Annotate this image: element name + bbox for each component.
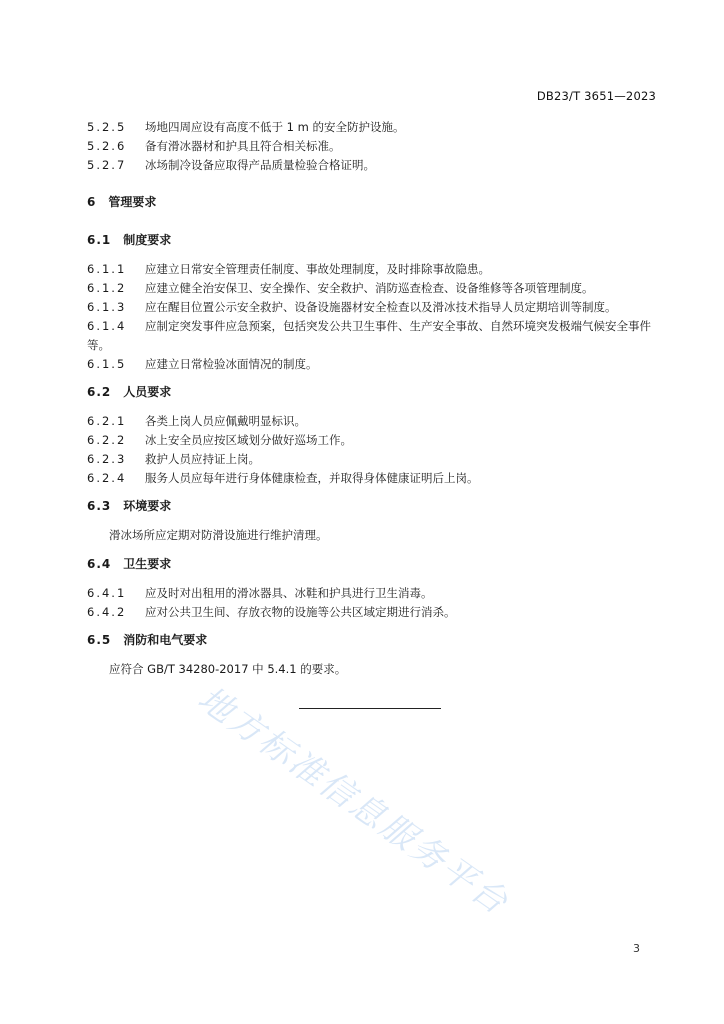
section-6-1-items: [87, 260, 663, 374]
clause-item: 6.2.4 服务人员应每年进行身体健康检查，并取得身体健康证明后上岗。: [87, 471, 479, 485]
clause-item: 6.1.4 应制定突发事件应急预案，包括突发公共卫生事件、生产安全事故、自然环境突发极端气候安全事件等。: [87, 319, 651, 352]
section-6-5-body: [87, 660, 663, 679]
end-divider-line: [299, 708, 441, 709]
paragraph: 应符合 GB/T 34280-2017 中 5.4.1 的要求。: [109, 662, 347, 676]
clause-item: 5.2.5 场地四周应设有高度不低于 1 m 的安全防护设施。: [87, 120, 405, 134]
clause-item: 6.2.2 冰上安全员应按区域划分做好巡场工作。: [87, 433, 352, 447]
section-6-2-items: [87, 412, 663, 488]
clause-item: 6.4.1 应及时对出租用的滑冰器具、冰鞋和护具进行卫生消毒。: [87, 586, 433, 600]
section-6-4-heading: 6.4 卫生要求: [87, 557, 172, 571]
page-number: 3: [633, 942, 640, 955]
paragraph: 滑冰场所应定期对防滑设施进行维护清理。: [109, 528, 328, 542]
clause-item: 6.2.3 救护人员应持证上岗。: [87, 452, 260, 466]
section-6-heading: 6 管理要求: [87, 195, 157, 209]
section-6-4-items: [87, 584, 663, 622]
section-6-3-body: [87, 526, 663, 545]
watermark-text: 地方标准信息服务平台: [190, 678, 517, 924]
clause-item: 6.1.1 应建立日常安全管理责任制度、事故处理制度，及时排除事故隐患。: [87, 262, 490, 276]
section-6-5-heading: 6.5 消防和电气要求: [87, 633, 208, 647]
document-code-header: DB23/T 3651—2023: [536, 89, 656, 103]
clause-item: 6.4.2 应对公共卫生间、存放衣物的设施等公共区域定期进行消杀。: [87, 605, 456, 619]
section-6-1-heading: 6.1 制度要求: [87, 233, 172, 247]
clause-item: 6.1.3 应在醒目位置公示安全救护、设备设施器材安全检查以及滑冰技术指导人员定期培训等制度。: [87, 300, 617, 314]
section-6-3-heading: 6.3 环境要求: [87, 499, 172, 513]
section-6-2-heading: 6.2 人员要求: [87, 385, 172, 399]
clause-item: 5.2.7 冰场制冷设备应取得产品质量检验合格证明。: [87, 158, 375, 172]
clause-item: 5.2.6 备有滑冰器材和护具且符合相关标准。: [87, 139, 341, 153]
clause-item: 6.1.2 应建立健全治安保卫、安全操作、安全救护、消防巡查检查、设备维修等各项管理制度。: [87, 281, 594, 295]
clause-item: 6.2.1 各类上岗人员应佩戴明显标识。: [87, 414, 306, 428]
clause-item: 6.1.5 应建立日常检验冰面情况的制度。: [87, 357, 318, 371]
section-5-items: [87, 118, 663, 175]
